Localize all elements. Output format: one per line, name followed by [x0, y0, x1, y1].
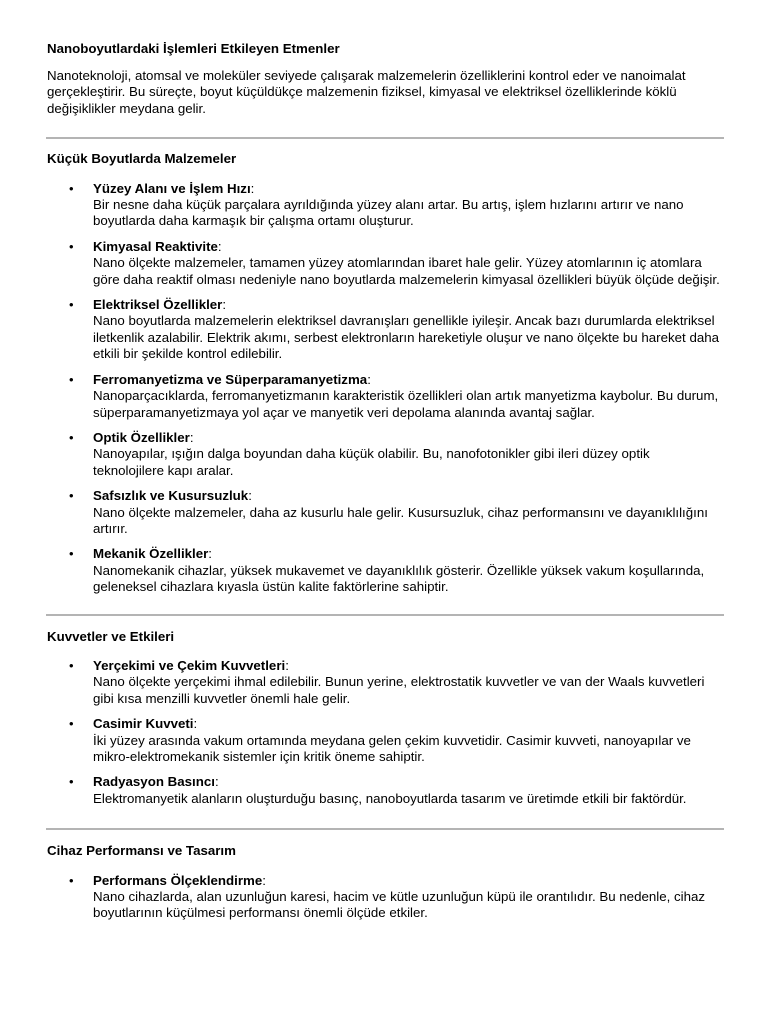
bullet-icon: • [69, 774, 74, 790]
list-item: • Yüzey Alanı ve İşlem Hızı: Bir nesne daha küçük parçalara ayrıldığında yüzey alanı artar. Bu artış, işlem hızlarını artırır ve nano boyutlarda daha karmaşık bir çalışma ortamı oluşturur. [47, 181, 724, 230]
bullet-icon: • [69, 429, 74, 445]
bullet-icon: • [69, 371, 74, 387]
list-item: • Radyasyon Basıncı: Elektromanyetik alanların oluşturduğu basınç, nanoboyutlarda tasarım ve üretimde etkili bir faktördür. [47, 774, 724, 807]
intro-paragraph: Nanoteknoloji, atomsal ve moleküler seviyede çalışarak malzemelerin özelliklerini kontrol eder ve nanoimalat gerçekleştirir. Bu süreçte, boyut küçüldükçe malzemenin fiziksel, kimyasal ve elektriksel özelliklerinde köklü değişiklikler meydana gelir. [47, 68, 686, 116]
bullet-icon: • [69, 488, 74, 504]
item-term: Mekanik Özellikler [93, 546, 209, 562]
bullet-icon: • [69, 716, 74, 732]
section-divider [46, 137, 724, 139]
forces-list [47, 658, 724, 807]
section-divider [46, 828, 724, 830]
bullet-icon: • [69, 546, 74, 562]
document-title: Nanoboyutlardaki İşlemleri Etkileyen Etmenler [47, 41, 340, 56]
item-term: Ferromanyetizma ve Süperparamanyetizma [93, 371, 368, 387]
document-page [47, 41, 724, 922]
list-item: • Safsızlık ve Kusursuzluk: Nano ölçekte malzemeler, daha az kusurlu hale gelir. Kusursuzluk, cihaz performansını ve dayanıklılığını artırır. [47, 488, 724, 537]
item-term: Radyasyon Basıncı [93, 774, 215, 790]
materials-list [47, 181, 724, 596]
bullet-icon: • [69, 180, 74, 196]
item-term: Kimyasal Reaktivite [93, 238, 218, 254]
item-term: Casimir Kuvveti [93, 716, 194, 732]
list-item: • Mekanik Özellikler: Nanomekanik cihazlar, yüksek mukavemet ve dayanıklılık gösterir. Özellikle yüksek vakum koşullarında, geleneksel cihazlara kıyasla üstün kalite faktörlerine sahiptir. [47, 546, 724, 595]
section-divider [46, 614, 724, 616]
section-heading-materials: Küçük Boyutlarda Malzemeler [47, 151, 237, 167]
item-description: Nano boyutlarda malzemelerin elektriksel davranışları genellikle iyileşir. Ancak bazı durumlarda elektriksel iletkenlik azalabilir. Elektrik akımı, serbest elektronların hareketiyle oluşur ve nano ölçekte bu hareket daha etkili bir şekilde kontrol edilebilir. [93, 313, 720, 362]
item-description: Nano cihazlarda, alan uzunluğun karesi, hacim ve kütle uzunluğun küpü ile orantılıdır. Bu nedenle, cihaz boyutlarının küçülmesi performansı önemli ölçüde etkiler. [93, 889, 706, 921]
device-performance-list [47, 873, 724, 922]
item-description: Nanomekanik cihazlar, yüksek mukavemet ve dayanıklılık gösterir. Özellikle yüksek vakum koşullarında, geleneksel cihazlara kıyasla üstün kalite faktörlerine sahiptir. [93, 562, 705, 595]
bullet-icon: • [69, 238, 74, 254]
item-term: Optik Özellikler [93, 429, 190, 445]
bullet-icon: • [69, 297, 74, 313]
item-description: Bir nesne daha küçük parçalara ayrıldığında yüzey alanı artar. Bu artış, işlem hızlarını artırır ve nano boyutlarda daha karmaşık bir çalışma ortamı oluşturur. [93, 197, 684, 229]
list-item: • Performans Ölçeklendirme: Nano cihazlarda, alan uzunluğun karesi, hacim ve kütle uzunluğun küpü ile orantılıdır. Bu nedenle, cihaz boyutlarının küçülmesi performansı önemli ölçüde etkiler. [47, 873, 724, 922]
item-term: Elektriksel Özellikler [93, 297, 223, 313]
item-description: Nano ölçekte malzemeler, daha az kusurlu hale gelir. Kusursuzluk, cihaz performansını ve dayanıklılığını artırır. [93, 504, 708, 536]
list-item: • Optik Özellikler: Nanoyapılar, ışığın dalga boyundan daha küçük olabilir. Bu, nanofotonikler gibi ileri düzey optik teknolojilere kapı aralar. [47, 430, 724, 479]
section-heading-forces: Kuvvetler ve Etkileri [47, 628, 175, 644]
item-term: Yüzey Alanı ve İşlem Hızı [93, 180, 251, 196]
section-heading-device-performance: Cihaz Performansı ve Tasarım [47, 843, 236, 859]
bullet-icon: • [69, 657, 74, 673]
list-item: • Ferromanyetizma ve Süperparamanyetizma: Nanoparçacıklarda, ferromanyetizmanın karakteristik özellikleri olan artık manyetizma kaybolur. Bu durum, süperparamanyetizmaya yol açar ve manyetik veri depolama alanında avantaj sağlar. [47, 372, 724, 421]
list-item: • Yerçekimi ve Çekim Kuvvetleri: Nano ölçekte yerçekimi ihmal edilebilir. Bunun yerine, elektrostatik kuvvetler ve van der Waals kuvvetleri gibi kısa menzilli kuvvetler önemli hale gelir. [47, 658, 724, 707]
bullet-icon: • [69, 872, 74, 888]
item-description: İki yüzey arasında vakum ortamında meydana gelen çekim kuvvetidir. Casimir kuvveti, nanoyapılar ve mikro-elektromekanik sistemler için kritik öneme sahiptir. [93, 732, 691, 764]
list-item: • Kimyasal Reaktivite: Nano ölçekte malzemeler, tamamen yüzey atomlarından ibaret hale gelir. Yüzey atomlarının iç atomlara göre daha reaktif olması nedeniyle nano boyutlarda malzemelerin kimyasal özellikleri büyük ölçüde değişir. [47, 239, 724, 288]
item-description: Nanoparçacıklarda, ferromanyetizmanın karakteristik özellikleri olan artık manyetizma kaybolur. Bu durum, süperparamanyetizmaya yol açar ve manyetik veri depolama alanında avantaj sağlar. [93, 388, 719, 420]
list-item: • Elektriksel Özellikler: Nano boyutlarda malzemelerin elektriksel davranışları genellikle iyileşir. Ancak bazı durumlarda elektriksel iletkenlik azalabilir. Elektrik akımı, serbest elektronların hareketiyle oluşur ve nano ölçekte bu hareket daha etkili bir şekilde kontrol edilebilir. [47, 297, 724, 363]
item-description: Nano ölçekte yerçekimi ihmal edilebilir. Bunun yerine, elektrostatik kuvvetler ve van der Waals kuvvetleri gibi kısa menzilli kuvvetler önemli hale gelir. [93, 674, 705, 706]
item-term: Yerçekimi ve Çekim Kuvvetleri [93, 657, 286, 673]
item-description: Nanoyapılar, ışığın dalga boyundan daha küçük olabilir. Bu, nanofotonikler gibi ileri düzey optik teknolojilere kapı aralar. [93, 446, 650, 478]
item-description: Nano ölçekte malzemeler, tamamen yüzey atomlarından ibaret hale gelir. Yüzey atomlarının iç atomlara göre daha reaktif olması nedeniyle nano boyutlarda malzemelerin kimyasal özellikleri büyük ölçüde değişir. [93, 255, 720, 287]
item-term: Safsızlık ve Kusursuzluk [93, 488, 249, 504]
list-item: • Casimir Kuvveti: İki yüzey arasında vakum ortamında meydana gelen çekim kuvvetidir. Casimir kuvveti, nanoyapılar ve mikro-elektromekanik sistemler için kritik öneme sahiptir. [47, 716, 724, 765]
item-description: Elektromanyetik alanların oluşturduğu basınç, nanoboyutlarda tasarım ve üretimde etkili bir faktördür. [93, 790, 687, 806]
item-term: Performans Ölçeklendirme [93, 872, 263, 888]
